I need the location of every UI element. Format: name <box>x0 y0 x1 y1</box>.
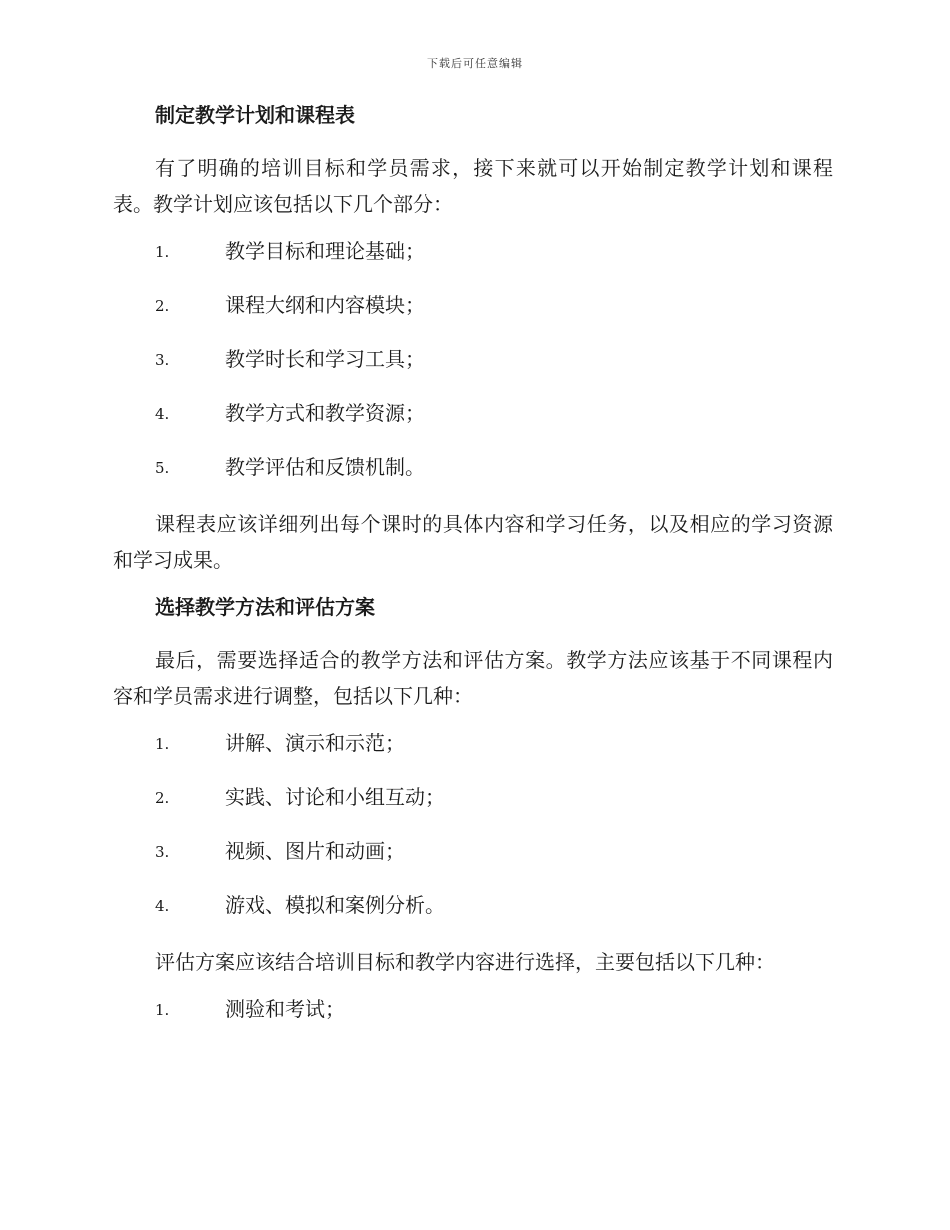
list-item <box>113 890 833 920</box>
section-heading-methods: 选择教学方法和评估方案 <box>155 595 375 619</box>
list-item-text: 测验和考试； <box>225 997 345 1021</box>
list-item-number: 2. <box>155 297 170 315</box>
list-item-number: 3. <box>155 351 170 369</box>
list-item-number: 4. <box>155 897 170 915</box>
list-item-text: 讲解、演示和示范； <box>225 731 405 755</box>
paragraph-schedule: 课程表应该详细列出每个课时的具体内容和学习任务，以及相应的学习资源和学习成果。 <box>113 512 833 572</box>
list-item-text: 教学评估和反馈机制。 <box>225 455 425 479</box>
list-item-number: 5. <box>155 459 170 477</box>
list-item-text: 教学方式和教学资源； <box>225 401 425 425</box>
list-item-text: 视频、图片和动画； <box>225 839 405 863</box>
document-body <box>113 100 833 1048</box>
list-item-number: 1. <box>155 1001 170 1019</box>
list-item-text: 实践、讨论和小组互动； <box>225 785 445 809</box>
paragraph-teaching-plan-intro: 有了明确的培训目标和学员需求，接下来就可以开始制定教学计划和课程表。教学计划应该包括以下几个部分： <box>113 156 833 216</box>
evaluation-list <box>113 994 833 1024</box>
teaching-methods-list <box>113 728 833 920</box>
list-item <box>113 728 833 758</box>
paragraph-methods-intro: 最后，需要选择适合的教学方法和评估方案。教学方法应该基于不同课程内容和学员需求进行调整，包括以下几种： <box>113 648 833 708</box>
list-item-number: 2. <box>155 789 170 807</box>
list-item <box>113 994 833 1024</box>
list-item-text: 教学时长和学习工具； <box>225 347 425 371</box>
list-item <box>113 290 833 320</box>
list-item-text: 游戏、模拟和案例分析。 <box>225 893 445 917</box>
list-item <box>113 236 833 266</box>
section-heading-teaching-plan: 制定教学计划和课程表 <box>155 103 355 127</box>
list-item-number: 1. <box>155 243 170 261</box>
list-item <box>113 452 833 482</box>
list-item <box>113 836 833 866</box>
paragraph-evaluation-intro: 评估方案应该结合培训目标和教学内容进行选择，主要包括以下几种： <box>155 950 775 974</box>
list-item-text: 教学目标和理论基础； <box>225 239 425 263</box>
teaching-plan-list <box>113 236 833 482</box>
list-item <box>113 398 833 428</box>
list-item-number: 4. <box>155 405 170 423</box>
list-item-number: 3. <box>155 843 170 861</box>
list-item-number: 1. <box>155 735 170 753</box>
list-item <box>113 344 833 374</box>
list-item-text: 课程大纲和内容模块； <box>225 293 425 317</box>
page-header: 下载后可任意编辑 <box>427 57 523 70</box>
list-item <box>113 782 833 812</box>
